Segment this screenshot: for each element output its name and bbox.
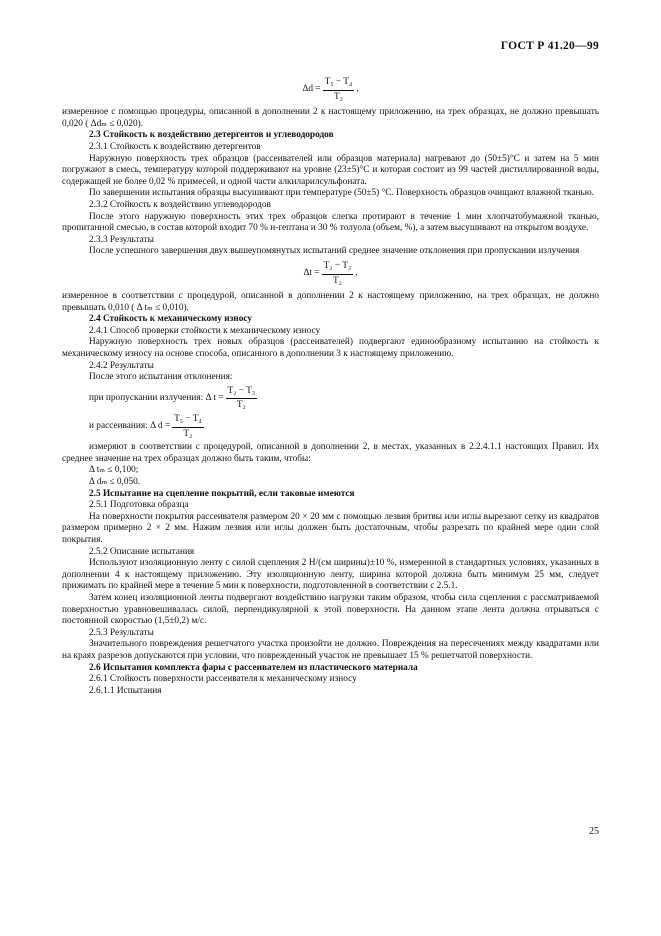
fraction-numerator: T₅ − T₄ [172, 414, 204, 428]
section-heading-2-6-1: 2.6.1 Стойкость поверхности рассеивателя к механическому износу [89, 674, 357, 685]
paragraph: После этого испытания отклонения: [89, 372, 233, 383]
formula-scattering [62, 414, 599, 440]
fraction-denominator: T₂ [332, 275, 342, 286]
section-heading-2-4-2: 2.4.2 Результаты [89, 360, 154, 371]
section-heading-2-3: 2.3 Стойкость к воздействию детергентов и углеводородов [89, 130, 334, 141]
section-heading-2-5-3: 2.5.3 Результаты [89, 627, 154, 638]
fraction [172, 414, 204, 440]
section-heading-2-4-1: 2.4.1 Способ проверки стойкости к механическому износу [89, 325, 321, 336]
fraction-denominator: T₂ [236, 400, 246, 411]
formula-delta-t [62, 261, 599, 287]
fraction [226, 386, 258, 412]
paragraph: Наружную поверхность трех образцов (рассеивателей или образцов материала) нагревают до (50±5)°С и затем на 5 мин погружают в смесь, температуру которой поддерживают на уровне (23±5)°С и которая состоит из 99 частей дистиллированной воды, содержащей не более 0,02 % примесей, и одной части алкиларилсульфоната. [62, 153, 599, 187]
fraction-denominator: T₂ [333, 91, 343, 102]
paragraph: По завершении испытания образцы высушивают при температуре (50±5) °С. Поверхность образцов очищают влажной тканью. [89, 188, 595, 199]
paragraph: измеренное в соответствии с процедурой, описанной в дополнении 2 к настоящему приложению, на трех образцах, не должно превышать 0,010 ( Δ tₘ ≤ 0,010). [62, 291, 599, 313]
paragraph: измеренное с помощью процедуры, описанной в дополнении 2 к настоящему приложению, на трех образцах, не должно превышать 0,020 ( Δdₘ ≤ 0,020). [62, 107, 599, 129]
section-heading-2-3-1: 2.3.1 Стойкость к воздействию детергентов [89, 141, 261, 152]
fraction-numerator: T₅ − T₄ [323, 77, 355, 91]
formula-delta-d [62, 77, 599, 103]
formula-lhs: Δt = [303, 268, 320, 279]
paragraph: Затем конец изоляционной ленты подвергают воздействию нагрузки таким образом, чтобы сила сцепления с рассматриваемой поверхностью уравновешивалась силой, перпендикулярной к этой поверхности. На данном этапе лента должна отрываться с постоянной скоростью (1,5±0,2) м/с. [62, 592, 599, 627]
formula-transmission [62, 386, 599, 412]
section-heading-2-6-1-1: 2.6.1.1 Испытания [89, 685, 162, 696]
formula-tail: , [355, 268, 358, 279]
fraction-numerator: T₂ − T₃ [322, 261, 354, 275]
fraction-denominator: T₂ [183, 428, 193, 439]
fraction-numerator: T₂ − T₃ [226, 386, 258, 400]
formula-lhs: Δd = [302, 84, 321, 95]
section-heading-2-5: 2.5 Испытание на сцепление покрытий, если таковые имеются [89, 488, 355, 499]
paragraph: Наружную поверхность трех новых образцов (рассеивателей) подвергают единообразному испытанию на стойкость к механическому износу на основе способа, описанного в дополнении 3 к настоящему приложению. [62, 337, 599, 360]
paragraph: Значительного повреждения решетчатого участка произойти не должно. Повреждения на пересечениях между квадратами или на краях разрезов допускаются при условии, что поврежденный участок не превышает 15 % решетчатой поверхности. [62, 639, 599, 661]
condition-delta-t: Δ tₘ ≤ 0,100; [89, 465, 139, 476]
paragraph: Используют изоляционную ленту с силой сцепления 2 Н/(см ширины)±10 %, измеренной в стандартных условиях, указанных в дополнении 4 к настоящему приложению. Эту изоляционную ленту, ширина которой должна быть минимум 25 мм, следует прижимать по крайней мере в течение 5 мин к поверхности, подготовленной в соответствии с 2.5.1. [62, 558, 599, 592]
section-heading-2-5-1: 2.5.1 Подготовка образца [89, 500, 189, 511]
paragraph: На поверхности покрытия рассеивателя размером 20 × 20 мм с помощью лезвия бритвы или иглы вырезают сетку из квадратов размером примерно 2 × 2 мм. Нажим лезвия или иглы должен быть достаточным, чтобы разрезать по крайней мере один слой покрытия. [62, 511, 599, 545]
section-heading-2-5-2: 2.5.2 Описание испытания [89, 546, 195, 557]
fraction [323, 77, 355, 103]
section-heading-2-4: 2.4 Стойкость к механическому износу [89, 314, 253, 325]
section-heading-2-6: 2.6 Испытания комплекта фары с рассеивателем из пластического материала [89, 662, 418, 673]
paragraph: После успешного завершения двух вышеупомянутых испытаний среднее значение отклонения при пропускании излучения [89, 246, 580, 257]
document-header: ГОСТ Р 41.20—99 [500, 40, 599, 52]
formula-lhs: при пропускании излучения: Δ t = [89, 393, 224, 404]
formula-lhs: и рассеивания: Δ d = [89, 421, 171, 432]
paragraph: измеряют в соответствии с процедурой, описанной в дополнении 2, в местах, указанных в 2.2.4.1.1 настоящих Правил. Их среднее значение на трех образцах должно быть таким, чтобы: [62, 442, 599, 464]
section-heading-2-3-2: 2.3.2 Стойкость к воздействию углеводородов [89, 199, 271, 210]
page-number: 25 [589, 826, 599, 837]
document-body [62, 74, 599, 697]
section-heading-2-3-3: 2.3.3 Результаты [89, 234, 154, 245]
fraction [322, 261, 354, 287]
formula-tail: , [356, 84, 359, 95]
condition-delta-d: Δ dₘ ≤ 0,050. [89, 477, 141, 487]
paragraph: После этого наружную поверхность этих трех образцов слегка протирают в течение 1 мин хлопчатобумажной тканью, пропитанной смесью, в состав которой входит 70 % н-гептана и 30 % толуола (объем, %), а затем высушивают на открытом воздухе. [62, 211, 599, 234]
